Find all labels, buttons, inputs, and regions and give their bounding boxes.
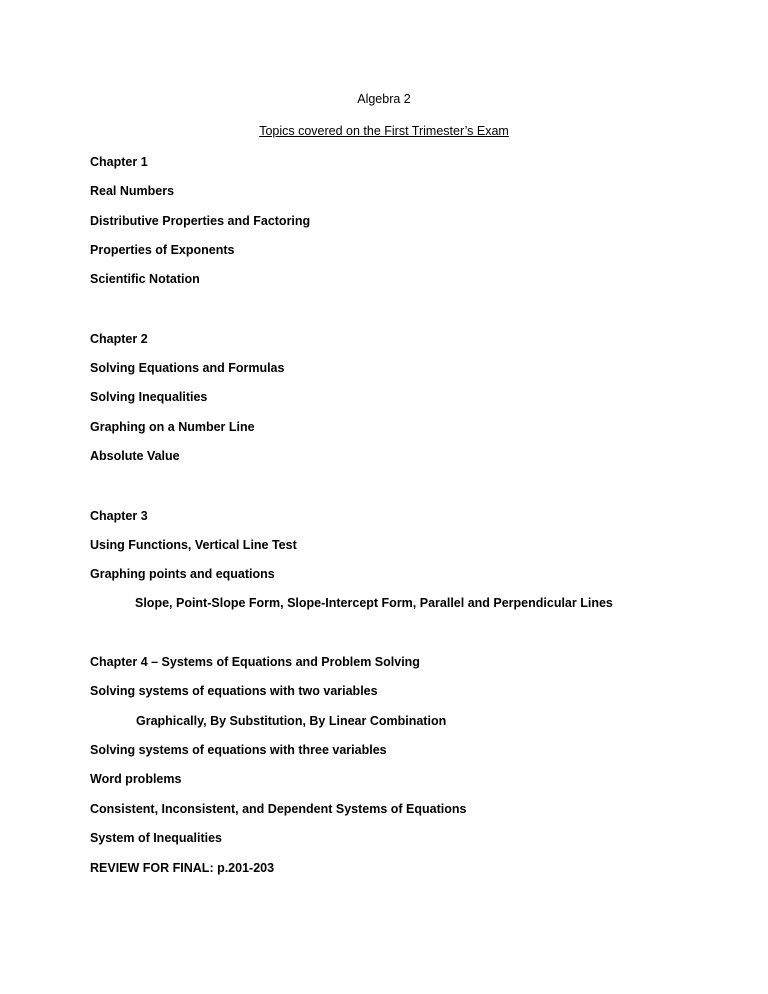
document-title: Algebra 2 [357, 92, 411, 106]
chapter-1-topic: Scientific Notation [90, 272, 200, 286]
review-note: REVIEW FOR FINAL: p.201-203 [90, 861, 275, 875]
chapter-4-topic: Solving systems of equations with three variables [90, 743, 387, 757]
chapter-2-topic: Graphing on a Number Line [90, 420, 255, 434]
chapter-3-heading: Chapter 3 [90, 509, 148, 523]
chapter-4-topic: System of Inequalities [90, 831, 222, 845]
chapter-3-topic: Using Functions, Vertical Line Test [90, 538, 297, 552]
chapter-4-subtopic: Graphically, By Substitution, By Linear Combination [136, 714, 447, 728]
chapter-1-topic: Real Numbers [90, 184, 175, 198]
chapter-2-topic: Solving Inequalities [90, 390, 208, 404]
document-subtitle: Topics covered on the First Trimester’s Exam [259, 124, 509, 138]
chapter-4-topic: Consistent, Inconsistent, and Dependent Systems of Equations [90, 802, 467, 816]
chapter-4-topic: Solving systems of equations with two variables [90, 684, 378, 698]
chapter-4-heading: Chapter 4 – Systems of Equations and Problem Solving [90, 655, 420, 669]
chapter-3-subtopic: Slope, Point-Slope Form, Slope-Intercept Form, Parallel and Perpendicular Lines [135, 596, 613, 610]
chapter-1-topic: Distributive Properties and Factoring [90, 214, 311, 228]
chapter-3-topic: Graphing points and equations [90, 567, 275, 581]
chapter-1-heading: Chapter 1 [90, 155, 148, 169]
chapter-2-topic: Solving Equations and Formulas [90, 361, 285, 375]
chapter-2-heading: Chapter 2 [90, 332, 148, 346]
chapter-4-topic: Word problems [90, 772, 182, 786]
chapter-1-topic: Properties of Exponents [90, 243, 235, 257]
chapter-2-topic: Absolute Value [90, 449, 180, 463]
